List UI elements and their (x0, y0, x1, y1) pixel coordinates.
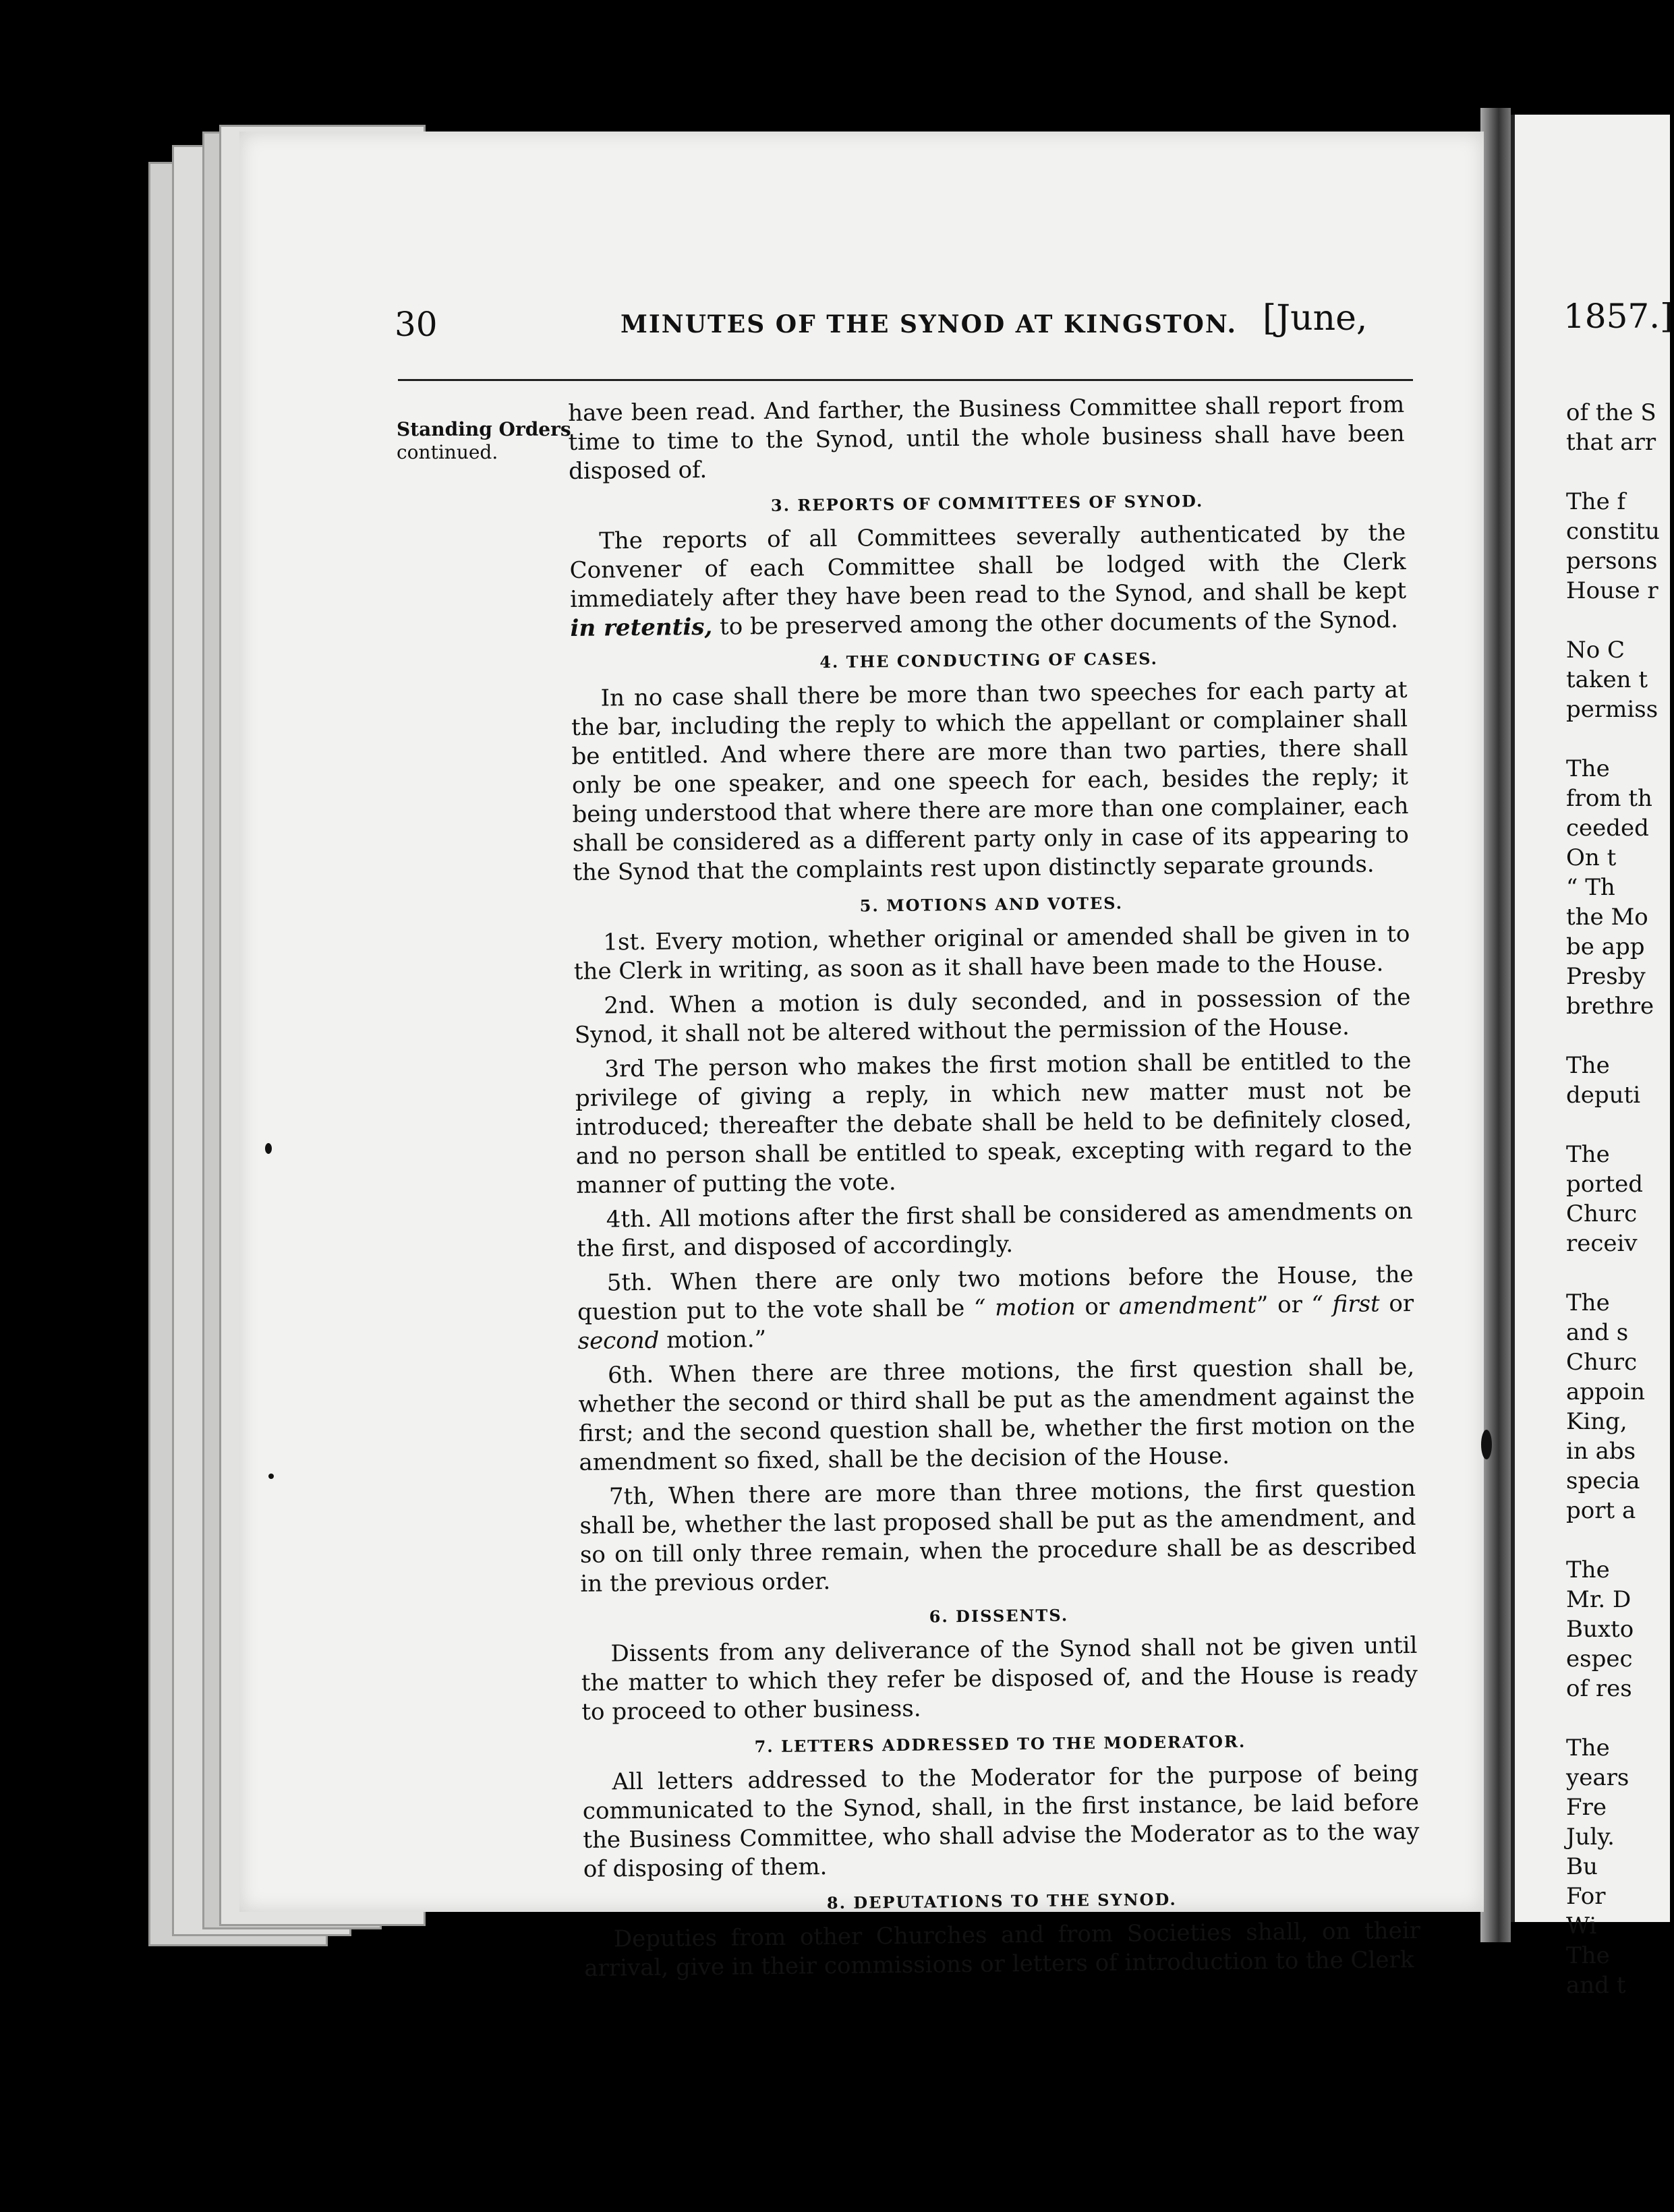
section-heading: 3. REPORTS OF COMMITTEES OF SYNOD. (770, 491, 1204, 515)
right-page-line: For (1566, 1883, 1606, 1910)
paragraph: 6th. When there are three motions, the first question shall be, whether the second or third shall be put as the amendment against the first; and the second question shall be, whether the first motion on the amendment so fixed, shall be the decision of the House. (578, 1353, 1416, 1476)
right-page-line: Mr. D (1566, 1586, 1632, 1613)
right-page-line: King, (1566, 1408, 1627, 1435)
book-gutter (1480, 108, 1511, 1942)
right-page-line (1566, 457, 1674, 487)
right-page-line: The f (1566, 488, 1626, 515)
right-page-line (1566, 1110, 1674, 1140)
right-page-header: 1857.] (1563, 297, 1673, 336)
margin-note-line: Standing Orders (397, 418, 571, 440)
italic-run: second (577, 1327, 660, 1355)
text-run: ” or (1256, 1291, 1303, 1319)
ink-speck (265, 1143, 272, 1154)
paragraph: All letters addressed to the Moderator for the purpose of being communicated to the Synod, shall, in the first instance, be laid before the Business Committee, who shall advise the Moderator as to the way of disposing of them. (582, 1759, 1420, 1883)
right-page-line: years (1566, 1764, 1629, 1791)
right-page-line (1566, 1021, 1674, 1051)
section-heading: 4. THE CONDUCTING OF CASES. (819, 648, 1159, 672)
right-page-line (1566, 1704, 1674, 1733)
right-page-line: Presby (1566, 963, 1646, 990)
text-run: The reports of all Committees severally authenticated by the Convener of each Committee shall be lodged with the Clerk immediately after they have been read to the Synod, and shall be kept (569, 519, 1407, 613)
italic-run: “ first (1311, 1290, 1380, 1318)
right-page-line: “ Th (1566, 874, 1615, 901)
right-page-line: Wi (1566, 1913, 1597, 1940)
right-page-line: Bu (1566, 1853, 1598, 1880)
italic-run: in retentis, (570, 613, 713, 642)
right-page-line: deputi (1566, 1082, 1641, 1109)
right-page-line: The (1566, 1289, 1610, 1316)
header-date: [June, (1263, 298, 1368, 339)
margin-note (397, 418, 571, 464)
paragraph: 1st. Every motion, whether original or amended shall be given in to the Clerk in writing, as soon as it shall have been made to the House. (573, 920, 1410, 985)
right-page-line: The (1566, 1735, 1610, 1762)
right-page-line: be app (1566, 933, 1645, 960)
right-page-line: appoin (1566, 1378, 1646, 1405)
right-page-line (1566, 724, 1674, 754)
right-page-line: The (1566, 755, 1610, 782)
text-run: or (1085, 1293, 1110, 1321)
text-run: to be preserved among the other documents of the Synod. (719, 606, 1398, 641)
right-page-line: Churc (1566, 1200, 1638, 1227)
right-page-line (1566, 1525, 1674, 1555)
right-page-line (1566, 1258, 1674, 1288)
italic-run: “ motion (973, 1293, 1076, 1322)
running-title: MINUTES OF THE SYNOD AT KINGSTON. (620, 310, 1238, 339)
text-run: 5th. When there are only two motions before the House, the question put to the vote shall be (577, 1260, 1414, 1326)
right-page-line: port a (1566, 1497, 1636, 1524)
right-page-text (1566, 398, 1674, 2000)
text-run: motion.” (666, 1325, 767, 1354)
ink-speck (1481, 1430, 1492, 1459)
right-page-line: No C (1566, 637, 1625, 664)
right-page-line: Fre (1566, 1794, 1607, 1821)
paragraph: 7th, When there are more than three motions, the first question shall be, whether the last proposed shall be put as the amendment, and so on till only three remain, when the procedure shall be as described in the previous order. (579, 1474, 1417, 1598)
right-page-line: The (1566, 1052, 1610, 1079)
right-page-line: July. (1566, 1824, 1615, 1851)
right-page-line: The (1566, 1141, 1610, 1168)
right-page-line: receiv (1566, 1230, 1638, 1257)
page-number: 30 (395, 305, 438, 344)
section-heading: 5. MOTIONS AND VOTES. (859, 893, 1124, 916)
right-page-line: The (1566, 1556, 1610, 1583)
paragraph (577, 1260, 1414, 1356)
section-heading: 8. DEPUTATIONS TO THE SYNOD. (826, 1889, 1177, 1913)
section-heading: 6. DISSENTS. (929, 1605, 1069, 1627)
paragraph: have been read. And farther, the Business Committee shall report from time to time to the Synod, until the whole business shall have been disposed of. (568, 391, 1405, 485)
ink-speck (268, 1474, 274, 1479)
right-page-line: permiss (1566, 696, 1658, 723)
right-page-line: that arr (1566, 429, 1656, 456)
right-page-line: persons (1566, 548, 1658, 575)
right-page-line: constitu (1566, 518, 1660, 545)
right-page-line: and t (1566, 1972, 1626, 1999)
right-page-line: and s (1566, 1319, 1629, 1346)
paragraph: 4th. All motions after the first shall be considered as amendments on the first, and disposed of accordingly. (576, 1197, 1413, 1262)
right-page-line: brethre (1566, 993, 1654, 1020)
right-page-line: Buxto (1566, 1616, 1634, 1643)
paragraph: In no case shall there be more than two speeches for each party at the bar, including the reply to which the appellant or complainer shall be entitled. And where there are more than two parties, there shall only be one speaker, and one speech for each, besides the reply; it being understood that where there are more than one complainer, each shall be considered as a different party only in case of its appearing to the Synod that the complaints rest upon distinctly separate grounds. (571, 676, 1410, 886)
right-page-line: The (1566, 1942, 1610, 1969)
right-page-line: House r (1566, 577, 1658, 604)
text-run: or (1389, 1289, 1414, 1318)
right-page-line: espec (1566, 1646, 1633, 1672)
paragraph: 3rd The person who makes the first motion shall be entitled to the privilege of giving a reply, in which new matter must not be introduced; thereafter the debate shall be held to be definitely closed, and no person shall be entitled to speak, excepting with regard to the manner of putting the vote. (575, 1047, 1412, 1199)
right-page-line: the Mo (1566, 904, 1648, 931)
right-page-line: ceeded (1566, 815, 1649, 842)
paragraph: Deputies from other Churches and from Societies shall, on their arrival, give in their commissions or letters of introduction to the Clerk (584, 1917, 1421, 1982)
margin-note-line: continued. (397, 441, 498, 463)
header-rule (398, 379, 1413, 381)
right-page-line: of the S (1566, 399, 1656, 426)
section-heading: 7. LETTERS ADDRESSED TO THE MODERATOR. (754, 1731, 1246, 1757)
right-page-line: taken t (1566, 666, 1648, 693)
right-page-line: ported (1566, 1171, 1644, 1198)
right-page-line: in abs (1566, 1438, 1636, 1465)
page-body (568, 390, 1421, 1989)
paragraph (569, 519, 1407, 643)
right-page-line: of res (1566, 1675, 1632, 1702)
right-page-line: from th (1566, 785, 1652, 812)
right-page-line: specia (1566, 1467, 1640, 1494)
right-page-line: Churc (1566, 1349, 1638, 1376)
italic-run: amendment (1118, 1291, 1257, 1320)
paragraph: Dissents from any deliverance of the Synod shall not be given until the matter to which they refer be disposed of, and the House is ready to proceed to other business. (581, 1631, 1418, 1726)
right-page-line (1566, 606, 1674, 635)
right-page-line: On t (1566, 844, 1617, 871)
paragraph: 2nd. When a motion is duly seconded, and in possession of the Synod, it shall not be altered without the permission of the House. (574, 983, 1411, 1049)
